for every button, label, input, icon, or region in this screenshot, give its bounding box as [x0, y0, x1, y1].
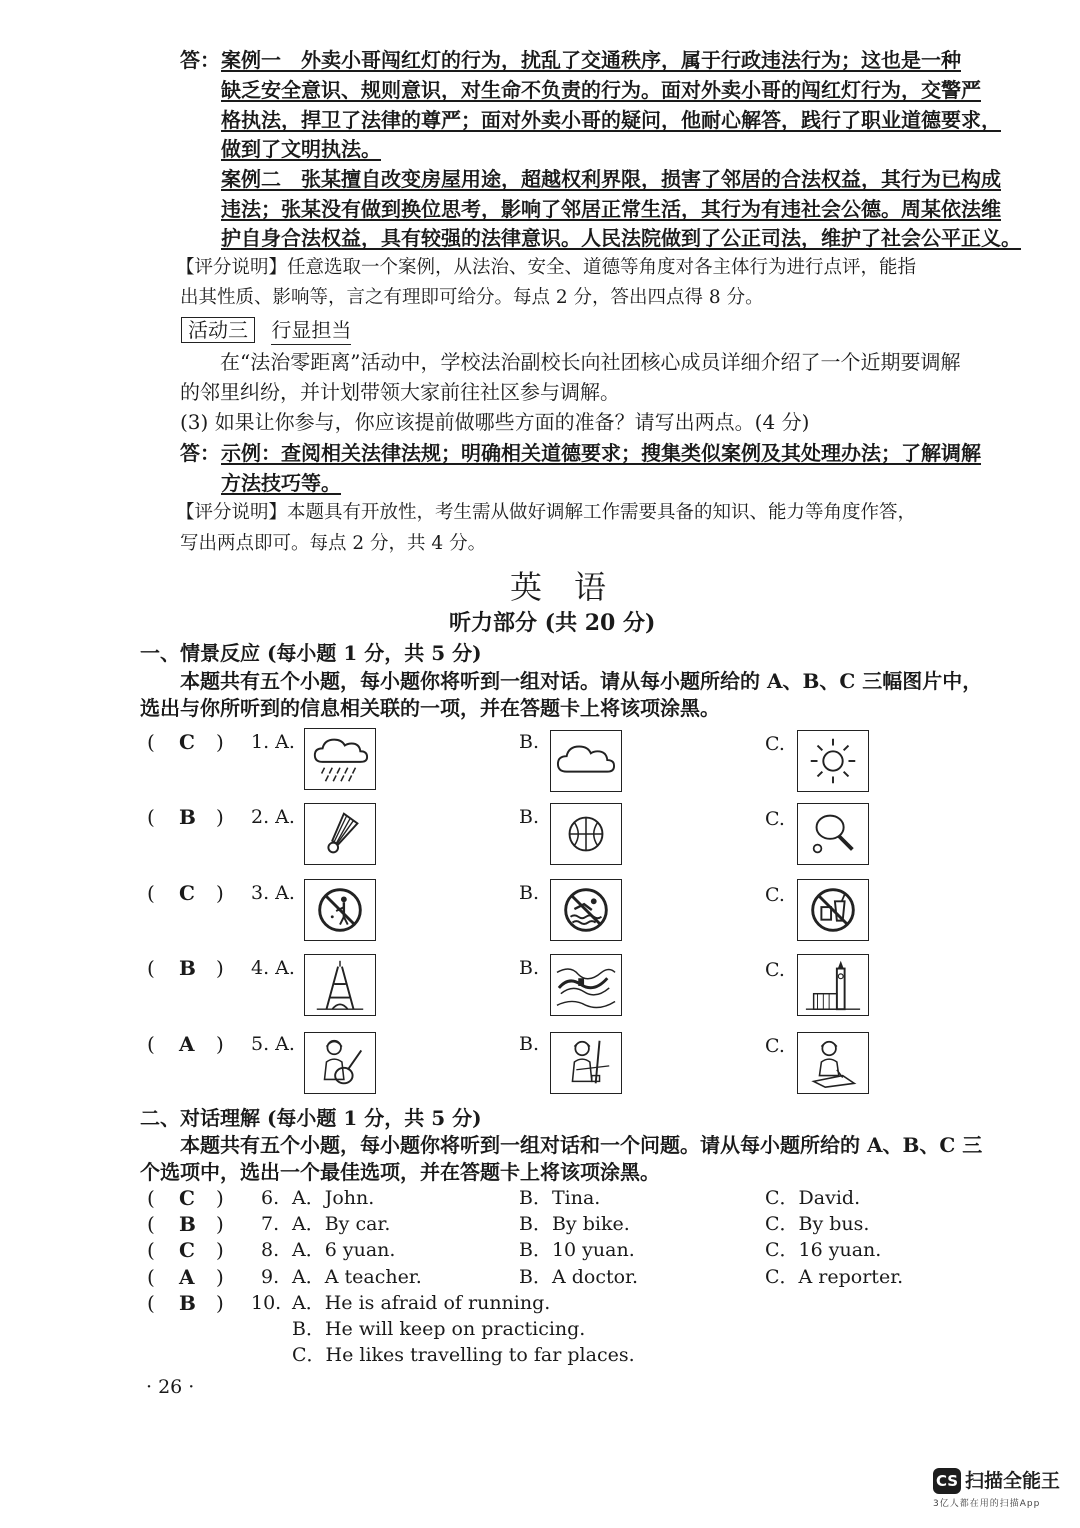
question-number: 8.: [261, 1239, 280, 1261]
section2-desc-line1: 本题共有五个小题，每小题你将听到一组对话和一个问题。请从每小题所给的 A、B、C 三: [180, 1133, 983, 1157]
question-number: 10.: [251, 1292, 282, 1314]
section1-desc-line2: 选出与你所听到的信息相关联的一项，并在答题卡上将该项涂黑。: [140, 696, 720, 720]
answer-letter: B: [179, 956, 196, 980]
no-food-drink-icon[interactable]: [797, 879, 869, 941]
text-question-8: [0, 1238, 1080, 1264]
cloud-icon[interactable]: [550, 730, 622, 792]
option-b[interactable]: B．By bike.: [519, 1213, 630, 1235]
no-swimming-icon[interactable]: [550, 879, 622, 941]
option-b[interactable]: B．A doctor.: [519, 1266, 639, 1288]
paren-close: ): [216, 1265, 224, 1289]
paren-open: (: [147, 1238, 155, 1262]
option-b-label: B.: [519, 957, 540, 979]
picture-question-1: [0, 728, 1080, 798]
activity3-answer-line1: 示例：查阅相关法律法规；明确相关道德要求；搜集类似案例及其处理办法；了解调解: [221, 441, 981, 465]
question-number: 7.: [261, 1213, 280, 1235]
eiffel-tower-icon[interactable]: [304, 954, 376, 1016]
answer-letter: C: [179, 730, 195, 754]
rain-cloud-icon[interactable]: [304, 728, 376, 790]
answer-letter: C: [179, 1238, 195, 1262]
paren-open: (: [147, 956, 155, 980]
paren-close: ): [216, 730, 224, 754]
great-wall-icon[interactable]: [550, 954, 622, 1016]
option-b-label: B.: [519, 806, 540, 828]
option-a[interactable]: A．By car.: [292, 1213, 391, 1235]
case1-line3: 格执法，捍卫了法律的尊严；面对外卖小哥的疑问，他耐心解答，践行了职业道德要求，: [221, 108, 1001, 132]
option-a[interactable]: A．6 yuan.: [292, 1239, 396, 1261]
question-3: (3) 如果让你参与，你应该提前做哪些方面的准备？请写出两点。(4 分): [180, 410, 810, 434]
answer-letter: C: [179, 1186, 195, 1210]
answer-prefix: 答：: [180, 48, 220, 72]
paren-close: ): [216, 1032, 224, 1056]
option-a[interactable]: A．John.: [292, 1187, 375, 1209]
note2-line2: 写出两点即可。每点 2 分，共 4 分。: [180, 533, 487, 554]
option-c[interactable]: C．David.: [765, 1187, 861, 1209]
section1-heading: 一、情景反应 (每小题 1 分，共 5 分): [140, 641, 482, 665]
answer-prefix: 答：: [180, 441, 220, 465]
answer-letter: B: [179, 1212, 196, 1236]
paren-open: (: [147, 1265, 155, 1289]
paren-open: (: [147, 1032, 155, 1056]
shuttlecock-icon[interactable]: [304, 803, 376, 865]
girl-with-erhu-icon[interactable]: [550, 1032, 622, 1094]
option-b-label: B.: [519, 731, 540, 753]
girl-with-pipa-icon[interactable]: [304, 1032, 376, 1094]
option-c[interactable]: C．He likes travelling to far places.: [292, 1344, 635, 1366]
no-littering-icon[interactable]: [304, 879, 376, 941]
picture-question-5: [0, 1030, 1080, 1100]
listening-subtitle: 听力部分 (共 20 分): [449, 610, 656, 636]
activity3-title: 行显担当: [271, 318, 351, 345]
case1-line4: 做到了文明执法。: [221, 137, 381, 161]
option-c[interactable]: C．16 yuan.: [765, 1239, 882, 1261]
section1-desc-line1: 本题共有五个小题，每小题你将听到一组对话。请从每小题所给的 A、B、C 三幅图片中，: [180, 669, 983, 693]
option-c[interactable]: C．A reporter.: [765, 1266, 904, 1288]
text-question-9: [0, 1265, 1080, 1291]
basketball-icon[interactable]: [550, 803, 622, 865]
activity3-heading: [181, 315, 351, 345]
case1-line1: 案例一 外卖小哥闯红灯的行为，扰乱了交通秩序，属于行政违法行为；这也是一种: [221, 48, 961, 72]
paren-close: ): [216, 1291, 224, 1315]
paren-close: ): [216, 805, 224, 829]
question-number: 1. A.: [251, 731, 295, 753]
page-number: · 26 ·: [146, 1376, 195, 1398]
activity3-intro-line2: 的邻里纠纷，并计划带领大家前往社区参与调解。: [180, 380, 620, 404]
option-b[interactable]: B．10 yuan.: [519, 1239, 635, 1261]
paren-open: (: [147, 1291, 155, 1315]
girl-drawing-icon[interactable]: [797, 1032, 869, 1094]
paren-close: ): [216, 1186, 224, 1210]
english-title: 英 语: [510, 568, 607, 606]
picture-question-4: [0, 954, 1080, 1024]
case1-line2: 缺乏安全意识、规则意识，对生命不负责的行为。面对外卖小哥的闯红灯行为，交警严: [221, 78, 981, 102]
option-c-label: C.: [765, 733, 785, 755]
option-c-label: C.: [765, 808, 785, 830]
option-c-label: C.: [765, 884, 785, 906]
paren-open: (: [147, 805, 155, 829]
scanner-app-name: 扫描全能王: [965, 1470, 1061, 1492]
question-number: 6.: [261, 1187, 280, 1209]
case2-line3: 护自身合法权益，具有较强的法律意识。人民法院做到了公正司法，维护了社会公平正义。: [221, 226, 1021, 250]
option-b-label: B.: [519, 882, 540, 904]
text-question-6: [0, 1186, 1080, 1212]
answer-letter: A: [179, 1265, 195, 1289]
answer-letter: B: [179, 805, 196, 829]
question-number: 3. A.: [251, 882, 295, 904]
sun-icon[interactable]: [797, 730, 869, 792]
option-b[interactable]: B．Tina.: [519, 1187, 601, 1209]
activity3-tag: 活动三: [181, 317, 255, 343]
paren-close: ): [216, 1238, 224, 1262]
option-a[interactable]: A．He is afraid of running.: [292, 1292, 551, 1314]
text-question-7: [0, 1212, 1080, 1238]
text-question-10: [0, 1291, 1080, 1371]
answer-letter: C: [179, 881, 195, 905]
option-b[interactable]: B．He will keep on practicing.: [292, 1318, 586, 1340]
note2-line1: 【评分说明】本题具有开放性，考生需从做好调解工作需要具备的知识、能力等角度作答，: [176, 502, 917, 523]
section2-desc-line2: 个选项中，选出一个最佳选项，并在答题卡上将该项涂黑。: [140, 1160, 660, 1184]
answer-letter: A: [179, 1032, 195, 1056]
option-c-label: C.: [765, 1035, 785, 1057]
paren-open: (: [147, 881, 155, 905]
question-number: 2. A.: [251, 806, 295, 828]
paren-close: ): [216, 956, 224, 980]
question-number: 9.: [261, 1266, 280, 1288]
big-ben-icon[interactable]: [797, 954, 869, 1016]
note1-line2: 出其性质、影响等，言之有理即可给分。每点 2 分，答出四点得 8 分。: [180, 287, 764, 308]
ping-pong-icon[interactable]: [797, 803, 869, 865]
activity3-intro-line1: 在“法治零距离”活动中，学校法治副校长向社团核心成员详细介绍了一个近期要调解: [220, 350, 961, 374]
option-a[interactable]: A．A teacher.: [292, 1266, 422, 1288]
picture-question-2: [0, 803, 1080, 873]
picture-question-3: [0, 879, 1080, 949]
question-number: 4. A.: [251, 957, 295, 979]
paren-open: (: [147, 1212, 155, 1236]
paren-open: (: [147, 1186, 155, 1210]
question-number: 5. A.: [251, 1033, 295, 1055]
paren-close: ): [216, 1212, 224, 1236]
case2-line2: 违法；张某没有做到换位思考，影响了邻居正常生活，其行为有违社会公德。周某依法维: [221, 197, 1001, 221]
answer-letter: B: [179, 1291, 196, 1315]
section2-heading: 二、对话理解 (每小题 1 分，共 5 分): [140, 1106, 482, 1130]
scanner-logo-icon: CS: [933, 1468, 961, 1494]
paren-close: ): [216, 881, 224, 905]
option-c[interactable]: C．By bus.: [765, 1213, 870, 1235]
scanner-tagline: 3亿人都在用的扫描App: [933, 1499, 1041, 1509]
note1-line1: 【评分说明】任意选取一个案例，从法治、安全、道德等角度对各主体行为进行点评，能指: [176, 257, 917, 278]
option-c-label: C.: [765, 959, 785, 981]
activity3-answer-line2: 方法技巧等。: [221, 471, 341, 495]
paren-open: (: [147, 730, 155, 754]
case2-line1: 案例二 张某擅自改变房屋用途，超越权利界限，损害了邻居的合法权益，其行为已构成: [221, 167, 1001, 191]
option-b-label: B.: [519, 1033, 540, 1055]
